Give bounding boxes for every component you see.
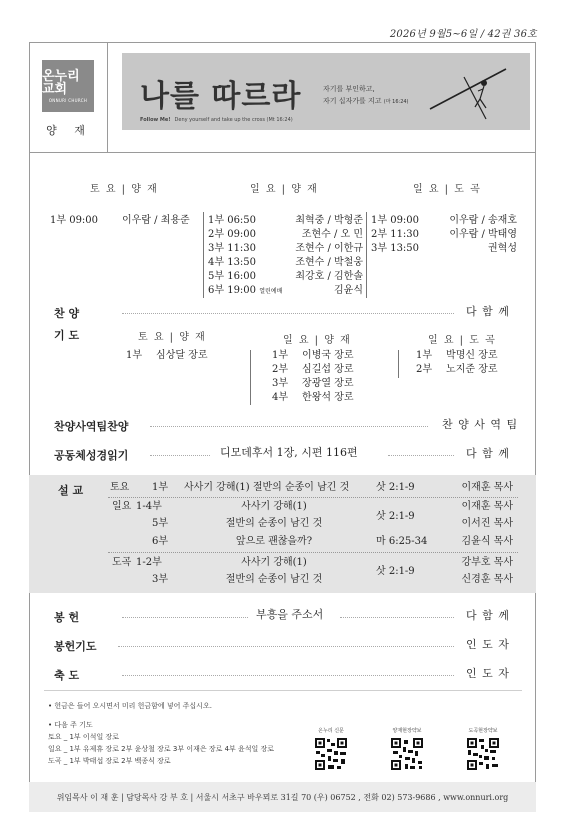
prayer-sat-header: 토 요 | 양 재 — [138, 332, 207, 343]
prayer-row — [416, 349, 526, 363]
offering-hymn: 부흥을 주소서 — [256, 608, 324, 621]
sun-row — [208, 228, 363, 242]
sermon-sun-pastor: 이서진 목사 — [461, 518, 513, 529]
sermon-sat-label: 토요 — [110, 482, 130, 493]
notes-separator — [44, 690, 522, 691]
hymn-label: 찬 양 — [54, 307, 80, 320]
sermon-sun-svc: 5부 — [151, 518, 168, 529]
prayer-name: 장광열 장로 — [302, 378, 354, 389]
cross-figure-icon — [428, 61, 508, 123]
sermon-sat-svc: 1부 — [152, 482, 169, 493]
blessing-value: 인 도 자 — [466, 667, 510, 680]
logo-english: ONNURI CHURCH — [48, 97, 88, 103]
offering-prayer-value: 인 도 자 — [466, 638, 510, 651]
sermon-sun-ref: 삿 2:1-9 — [376, 511, 415, 522]
sun-svc: 6부 19:00 — [208, 285, 257, 296]
sermon-dokok-svc: 1-2부 — [136, 557, 162, 568]
banner-line-2: 자기 십자가를 지고 — [323, 97, 382, 105]
sun-row — [208, 270, 363, 284]
dokok-row — [371, 242, 517, 256]
prayer-row — [272, 377, 382, 391]
dokok-row — [371, 228, 517, 242]
dokok-svc: 2부 11:30 — [371, 229, 420, 240]
banner-follow-text: Deny yourself and take up the cross (Mt 16:24) — [174, 117, 293, 123]
sun-people: 최강호 / 김한솔 — [295, 271, 363, 282]
sun-note: 열린예배 — [259, 288, 283, 295]
prayer-svc: 1부 — [416, 350, 433, 361]
prayer-sun-list — [272, 349, 382, 405]
dokok-svc: 1부 09:00 — [371, 215, 420, 226]
prayer-svc: 4부 — [272, 392, 289, 403]
sermon-dokok-pastor: 강부호 목사 — [461, 557, 513, 568]
choir-label: 찬양사역팀찬양 — [54, 420, 129, 433]
offering-label: 봉 헌 — [54, 611, 80, 624]
prayer-divider-1 — [250, 350, 251, 405]
next-week-prayer — [48, 719, 308, 767]
dokok-people: 권혁성 — [488, 243, 517, 254]
sun-svc: 3부 11:30 — [208, 243, 257, 254]
prayer-sat-row — [126, 349, 226, 363]
reading-text: 디모데후서 1장, 시편 116편 — [220, 446, 358, 459]
sermon-dokok-label: 도곡 — [112, 557, 132, 568]
banner-line-1: 자기를 부인하고, — [323, 85, 375, 93]
qr-label-news: 온누리 신문 — [318, 728, 344, 734]
sermon-sun-svc: 1-4부 — [136, 501, 162, 512]
prayer-name: 이병국 장로 — [302, 350, 354, 361]
prayer-svc: 1부 — [272, 350, 289, 361]
offering-value: 다 함 께 — [466, 609, 510, 622]
sermon-dokok-svc: 3부 — [151, 574, 168, 585]
sat-yangjae-header: 토 요 | 양 재 — [90, 184, 159, 195]
prayer-divider-2 — [398, 350, 399, 378]
sun-people: 조현수 / 이한규 — [295, 243, 363, 254]
sermon-sun-title: 앞으로 괜찮을까? — [235, 536, 313, 547]
prayer-name: 한왕석 장로 — [302, 392, 354, 403]
sun-row — [208, 284, 363, 299]
prayer-row — [272, 391, 382, 405]
sun-row — [208, 256, 363, 270]
hymn-value: 다 함 께 — [466, 305, 510, 318]
reading-value: 다 함 께 — [466, 447, 510, 460]
qr-code-icon[interactable] — [314, 737, 348, 771]
church-logo — [42, 60, 94, 112]
dotted-leader — [388, 455, 454, 456]
qr-label-dokok: 도곡현장약보 — [468, 728, 498, 734]
dotted-leader — [122, 675, 454, 676]
choir-value: 찬 양 사 역 팀 — [442, 418, 519, 431]
sermon-dokok-title: 사사기 강해(1) — [241, 557, 307, 568]
sermon-label: 설 교 — [58, 484, 84, 497]
next-prayer-sun: 일요 _ 1부 유제휴 장로 2부 윤상철 장로 3부 이재은 장로 4부 윤석일 장로 — [48, 745, 275, 753]
dotted-leader — [122, 313, 454, 314]
cash-notice: • 헌금은 들어 오시면서 미리 헌금함에 넣어 주십시오. — [48, 702, 212, 710]
sermon-sun-label: 일요 — [112, 501, 132, 512]
prayer-name: 박명신 장로 — [446, 350, 498, 361]
prayer-svc: 2부 — [272, 364, 289, 375]
sermon-separator — [108, 552, 518, 553]
sun-yangjae-header: 일 요 | 양 재 — [250, 184, 319, 195]
sermon-sun-pastor: 김윤식 목사 — [461, 536, 513, 547]
banner-subtitle — [323, 83, 409, 108]
col-divider-1 — [203, 212, 204, 298]
prayer-svc: 3부 — [272, 378, 289, 389]
sun-dokok-header: 일 요 | 도 곡 — [413, 184, 482, 195]
prayer-row — [272, 363, 382, 377]
sermon-dokok-title: 절반의 순종이 남긴 것 — [225, 574, 323, 585]
header-bottom-line — [29, 152, 536, 153]
sun-people: 조현수 / 박철웅 — [295, 257, 363, 268]
next-prayer-dokok: 도곡 _ 1부 박태섭 장로 2부 백종식 장로 — [48, 757, 171, 765]
sun-row — [208, 242, 363, 256]
footer: 위임목사 이 재 훈 | 담당목사 강 부 호 | 서울시 서초구 바우뫼로 31길 70 (우) 06752 , 전화 02) 573-9686 , www.onnuri.org — [29, 782, 536, 812]
banner-follow — [140, 117, 293, 123]
issue-date: 2026년 9월5~6일 / 42권 36호 — [389, 29, 537, 40]
prayer-dokok-header: 일 요 | 도 곡 — [428, 335, 497, 346]
sun-people: 김윤식 — [334, 285, 363, 296]
qr-label-yangjae: 양재현장약보 — [392, 728, 422, 734]
sermon-sun-pastor: 이재훈 목사 — [461, 501, 513, 512]
sermon-sat-pastor: 이재훈 목사 — [461, 482, 513, 493]
dotted-leader — [150, 455, 210, 456]
sermon-sun-title: 사사기 강해(1) — [241, 501, 307, 512]
sermon-sun-title: 절반의 순종이 남긴 것 — [225, 518, 323, 529]
blessing-label: 축 도 — [54, 669, 80, 682]
prayer-name: 심상달 장로 — [156, 350, 208, 361]
theme-banner — [122, 53, 530, 130]
next-prayer-sat: 토요 _ 1부 이석일 장로 — [48, 733, 119, 741]
sat-service-time: 1부 09:00 — [50, 215, 99, 226]
prayer-row — [416, 363, 526, 377]
sermon-dokok-pastor: 신경훈 목사 — [461, 574, 513, 585]
sermon-sat-title: 사사기 강해(1) 절반의 순종이 남긴 것 — [184, 482, 350, 493]
sun-svc: 1부 06:50 — [208, 215, 257, 226]
dotted-leader — [122, 617, 248, 618]
logo-korean: 온누리 교회 — [42, 68, 80, 97]
sun-dokok-list — [371, 214, 517, 256]
reading-label: 공동체성경읽기 — [54, 449, 129, 462]
dotted-leader — [118, 646, 454, 647]
banner-follow-me: Follow Me! — [140, 117, 171, 123]
sermon-sun-ref-6: 마 6:25-34 — [376, 536, 428, 547]
prayer-sun-header: 일 요 | 양 재 — [283, 335, 352, 346]
prayer-row — [272, 349, 382, 363]
prayer-svc: 2부 — [416, 364, 433, 375]
offering-prayer-label: 봉헌기도 — [54, 640, 97, 653]
next-prayer-title: • 다음 주 기도 — [48, 721, 93, 729]
sermon-sat-ref: 삿 2:1-9 — [376, 482, 415, 493]
sat-service-people: 이우람 / 최용준 — [122, 215, 190, 226]
sun-people: 조현수 / 오 민 — [301, 229, 363, 240]
sermon-dokok-ref: 삿 2:1-9 — [376, 566, 415, 577]
sun-svc: 2부 09:00 — [208, 229, 257, 240]
dotted-leader — [340, 617, 454, 618]
sun-svc: 5부 16:00 — [208, 271, 257, 282]
col-divider-2 — [366, 212, 367, 298]
dokok-svc: 3부 13:50 — [371, 243, 420, 254]
prayer-svc: 1부 — [126, 350, 143, 361]
prayer-name: 노지준 장로 — [446, 364, 498, 375]
qr-code-icon[interactable] — [390, 737, 424, 771]
prayer-name: 심길섭 장로 — [302, 364, 354, 375]
dokok-row — [371, 214, 517, 228]
banner-ref: (마 16:24) — [383, 99, 409, 105]
sun-svc: 4부 13:50 — [208, 257, 257, 268]
sun-row — [208, 214, 363, 228]
qr-code-icon[interactable] — [466, 737, 500, 771]
dotted-leader — [150, 426, 428, 427]
campus-name: 양 재 — [46, 124, 92, 137]
dokok-people: 이우람 / 송재호 — [449, 215, 517, 226]
prayer-dokok-list — [416, 349, 526, 377]
sermon-sun-svc: 6부 — [151, 536, 168, 547]
dokok-people: 이우람 / 박태영 — [449, 229, 517, 240]
header-divider — [107, 42, 108, 152]
prayer-label: 기 도 — [54, 329, 80, 342]
sun-yangjae-list — [208, 214, 363, 299]
sermon-separator — [108, 497, 518, 498]
sun-people: 최혁중 / 박형준 — [295, 215, 363, 226]
banner-title: 나를 따르라 — [140, 79, 302, 114]
